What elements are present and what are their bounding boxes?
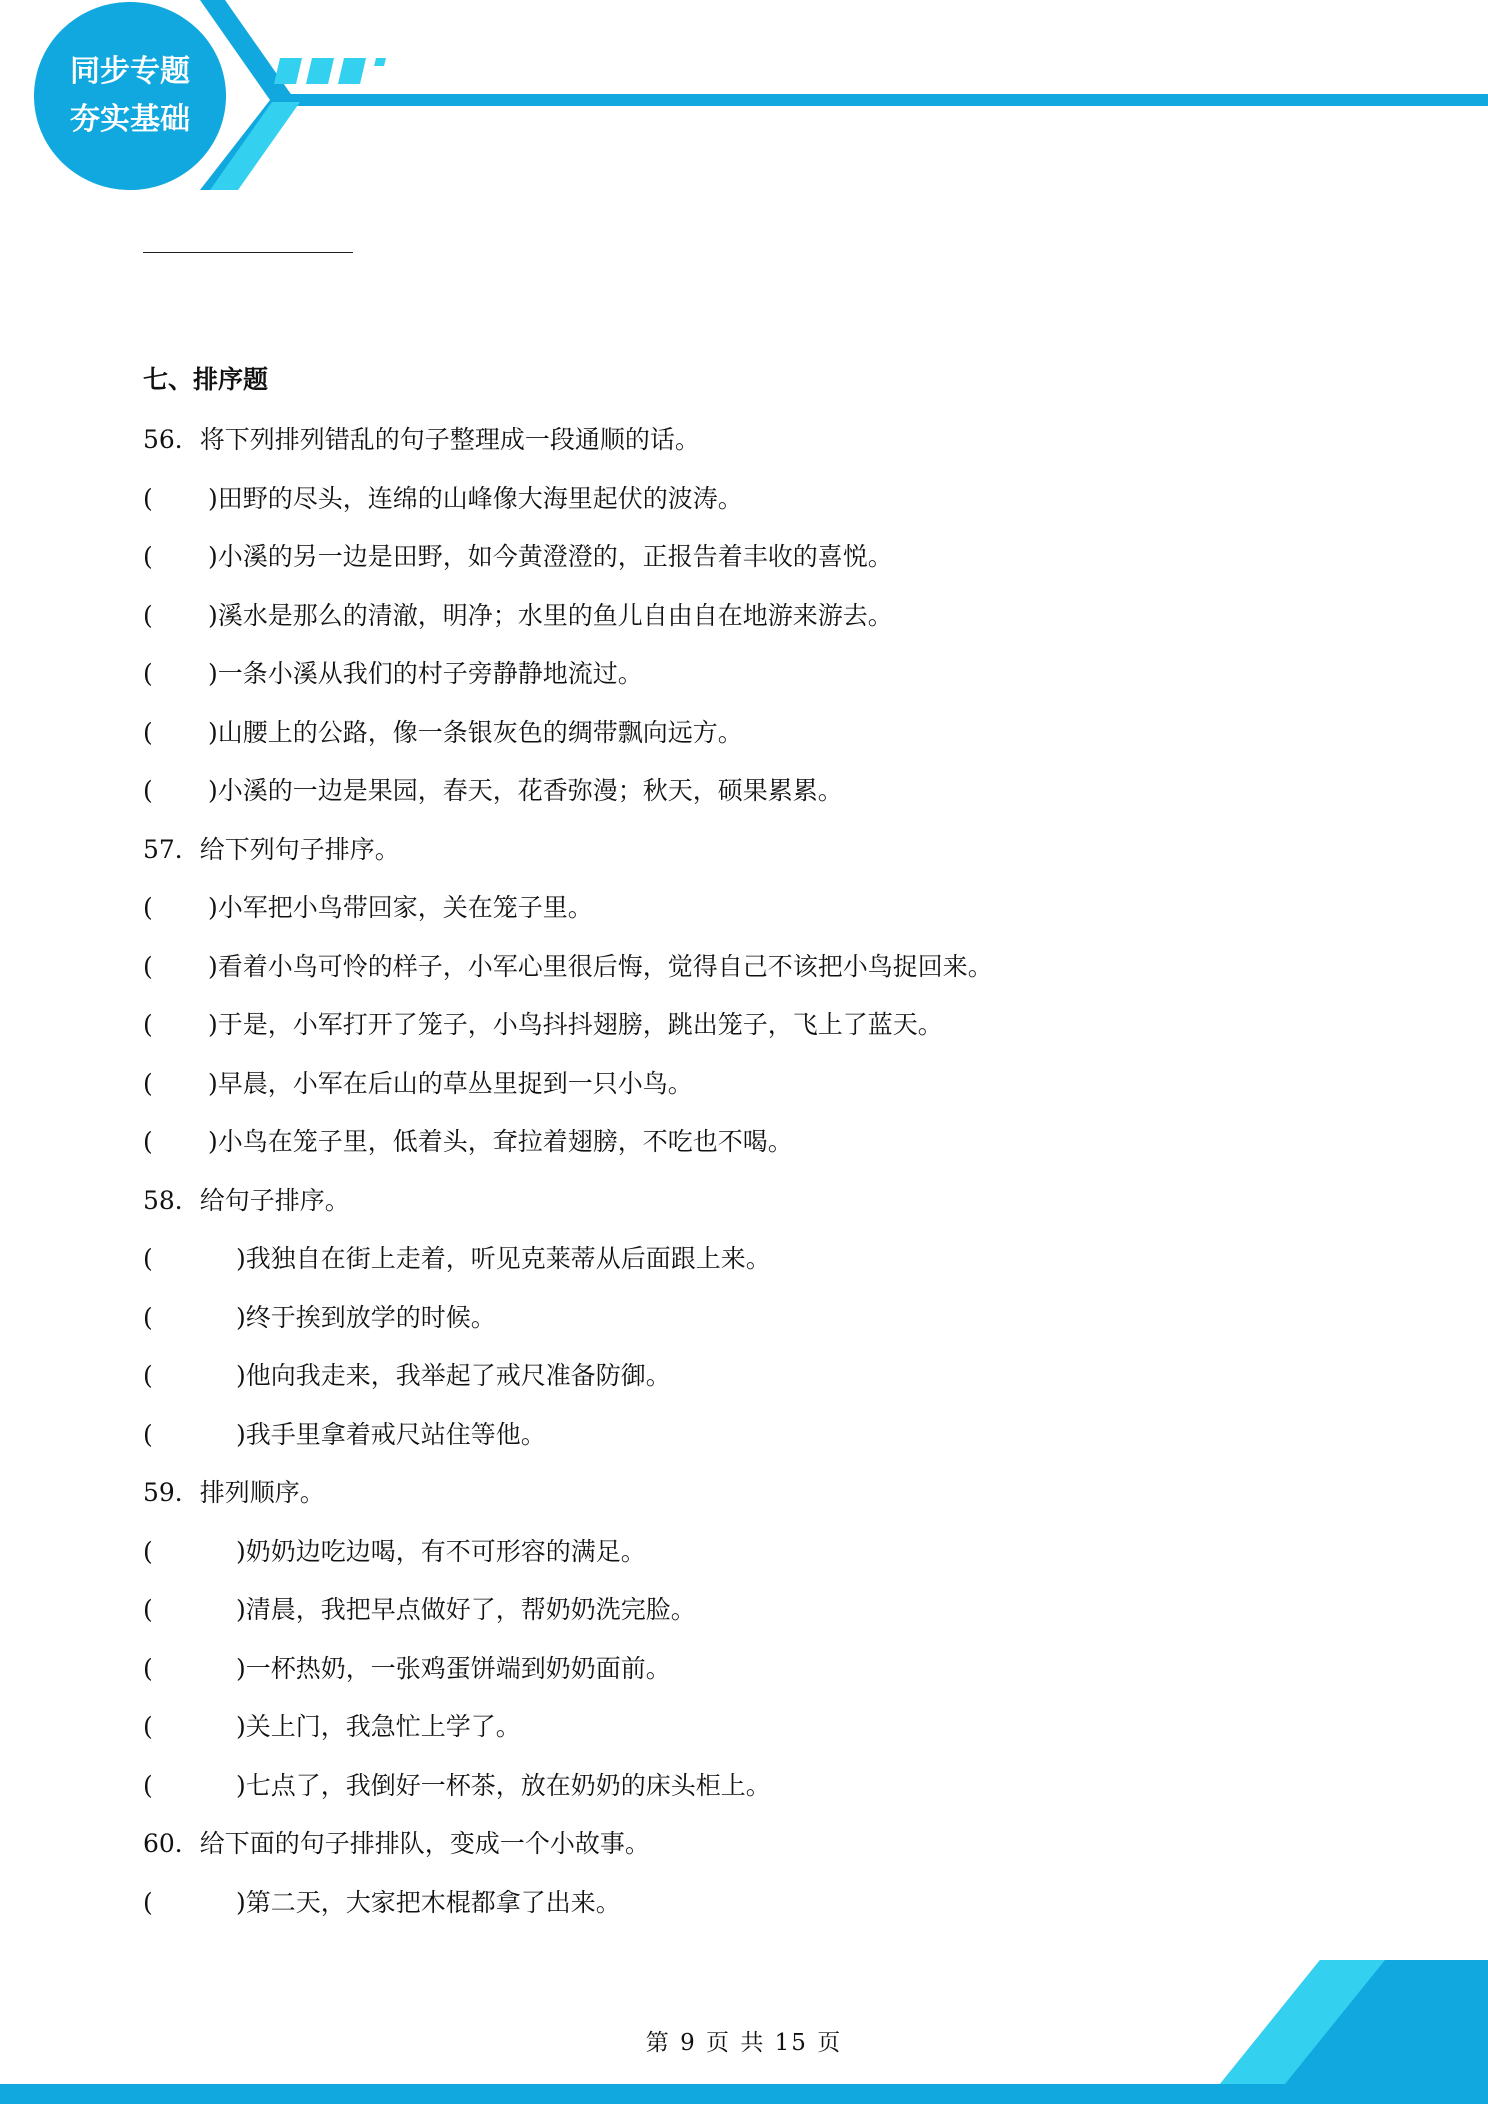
header-badge bbox=[34, 2, 226, 190]
answer-paren[interactable]: ( bbox=[143, 659, 153, 688]
answer-paren[interactable]: ( bbox=[143, 1537, 153, 1566]
list-item: ( )我独自在街上走着，听见克莱蒂从后面跟上来。 bbox=[143, 1244, 771, 1273]
answer-paren[interactable]: ( bbox=[143, 1069, 153, 1098]
list-item: ( )看着小鸟可怜的样子，小军心里很后悔，觉得自己不该把小鸟捉回来。 bbox=[143, 952, 993, 981]
question-stem: 57．给下列句子排序。 bbox=[143, 835, 400, 864]
answer-paren[interactable]: ( bbox=[143, 1361, 153, 1390]
answer-paren[interactable]: ( bbox=[143, 1010, 153, 1039]
answer-paren[interactable]: ( bbox=[143, 484, 153, 513]
list-item: ( )一杯热奶，一张鸡蛋饼端到奶奶面前。 bbox=[143, 1654, 671, 1683]
list-item: ( )第二天，大家把木棍都拿了出来。 bbox=[143, 1888, 621, 1917]
question-stem: 58．给句子排序。 bbox=[143, 1186, 350, 1215]
section-title: 七、排序题 bbox=[143, 365, 269, 394]
page-footer bbox=[0, 1950, 1488, 2104]
list-item: ( )终于挨到放学的时候。 bbox=[143, 1303, 496, 1332]
list-item: ( )七点了，我倒好一杯茶，放在奶奶的床头柜上。 bbox=[143, 1771, 771, 1800]
list-item: ( )早晨，小军在后山的草丛里捉到一只小鸟。 bbox=[143, 1069, 693, 1098]
page-header bbox=[0, 0, 1488, 200]
list-item: ( )奶奶边吃边喝，有不可形容的满足。 bbox=[143, 1537, 646, 1566]
answer-paren[interactable]: ( bbox=[143, 776, 153, 805]
question-stem: 60．给下面的句子排排队，变成一个小故事。 bbox=[143, 1829, 650, 1858]
list-item: ( )小溪的另一边是田野，如今黄澄澄的，正报告着丰收的喜悦。 bbox=[143, 542, 893, 571]
badge-line-1: 同步专题 bbox=[70, 54, 190, 89]
list-item: ( )小军把小鸟带回家，关在笼子里。 bbox=[143, 893, 593, 922]
list-item: ( )于是，小军打开了笼子，小鸟抖抖翅膀，跳出笼子，飞上了蓝天。 bbox=[143, 1010, 943, 1039]
answer-paren[interactable]: ( bbox=[143, 1771, 153, 1800]
answer-paren[interactable]: ( bbox=[143, 1595, 153, 1624]
answer-paren[interactable]: ( bbox=[143, 601, 153, 630]
answer-paren[interactable]: ( bbox=[143, 1888, 153, 1917]
answer-paren[interactable]: ( bbox=[143, 1303, 153, 1332]
page-number: 第 9 页 共 15 页 bbox=[645, 2030, 843, 2056]
footer-decoration bbox=[0, 1950, 1488, 2104]
answer-paren[interactable]: ( bbox=[143, 1127, 153, 1156]
list-item: ( )关上门，我急忙上学了。 bbox=[143, 1712, 521, 1741]
list-item: ( )清晨，我把早点做好了，帮奶奶洗完脸。 bbox=[143, 1595, 696, 1624]
answer-paren[interactable]: ( bbox=[143, 1244, 153, 1273]
answer-paren[interactable]: ( bbox=[143, 1654, 153, 1683]
answer-paren[interactable]: ( bbox=[143, 893, 153, 922]
answer-paren[interactable]: ( bbox=[143, 1712, 153, 1741]
answer-blank-line bbox=[143, 252, 353, 253]
answer-paren[interactable]: ( bbox=[143, 952, 153, 981]
list-item: ( )一条小溪从我们的村子旁静静地流过。 bbox=[143, 659, 643, 688]
question-stem: 59．排列顺序。 bbox=[143, 1478, 325, 1507]
list-item: ( )小鸟在笼子里，低着头，耷拉着翅膀，不吃也不喝。 bbox=[143, 1127, 793, 1156]
list-item: ( )他向我走来，我举起了戒尺准备防御。 bbox=[143, 1361, 671, 1390]
list-item: ( )田野的尽头，连绵的山峰像大海里起伏的波涛。 bbox=[143, 484, 743, 513]
answer-paren[interactable]: ( bbox=[143, 542, 153, 571]
list-item: ( )小溪的一边是果园，春天，花香弥漫；秋天，硕果累累。 bbox=[143, 776, 843, 805]
list-item: ( )山腰上的公路，像一条银灰色的绸带飘向远方。 bbox=[143, 718, 743, 747]
list-item: ( )溪水是那么的清澈，明净；水里的鱼儿自由自在地游来游去。 bbox=[143, 601, 893, 630]
badge-line-2: 夯实基础 bbox=[70, 102, 190, 137]
answer-paren[interactable]: ( bbox=[143, 1420, 153, 1449]
answer-paren[interactable]: ( bbox=[143, 718, 153, 747]
list-item: ( )我手里拿着戒尺站住等他。 bbox=[143, 1420, 546, 1449]
question-stem: 56．将下列排列错乱的句子整理成一段通顺的话。 bbox=[143, 425, 700, 454]
